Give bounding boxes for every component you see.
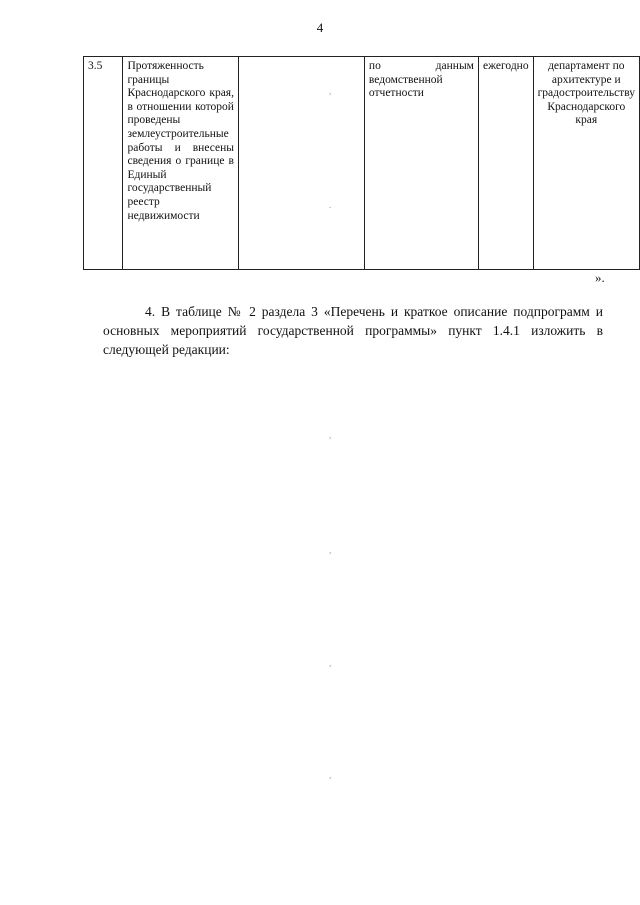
value-cell: [238, 57, 364, 270]
scan-speck: ,: [329, 658, 332, 668]
scan-speck: ,: [329, 430, 332, 440]
scan-speck: .: [329, 200, 332, 210]
indicator-name-cell: Протяженность границы Краснодарского края, в отношении которой проведены землеустроительные работы и внесены сведения о границе в Единый государственный реестр недвижимости: [123, 57, 239, 270]
scan-speck: ,: [329, 770, 332, 780]
indicator-table: [83, 56, 640, 270]
scan-speck: ,: [329, 86, 332, 96]
table-row: [84, 57, 640, 270]
page-number: 4: [316, 20, 324, 35]
amendment-paragraph: 4. В таблице № 2 раздела 3 «Перечень и краткое описание подпрограмм и основных мероприятий государственной программы» пункт 1.4.1 изложить в следующей редакции:: [103, 304, 603, 357]
row-number-cell: 3.5: [84, 57, 123, 270]
frequency-cell: ежегодно: [478, 57, 533, 270]
data-source-cell: по данным ведомственной отчетности: [364, 57, 478, 270]
closing-quote-mark: ».: [595, 270, 605, 285]
scan-speck: ,: [329, 545, 332, 555]
responsible-department-cell: департамент по архитектуре и градостроительству Краснодарского края: [533, 57, 639, 270]
